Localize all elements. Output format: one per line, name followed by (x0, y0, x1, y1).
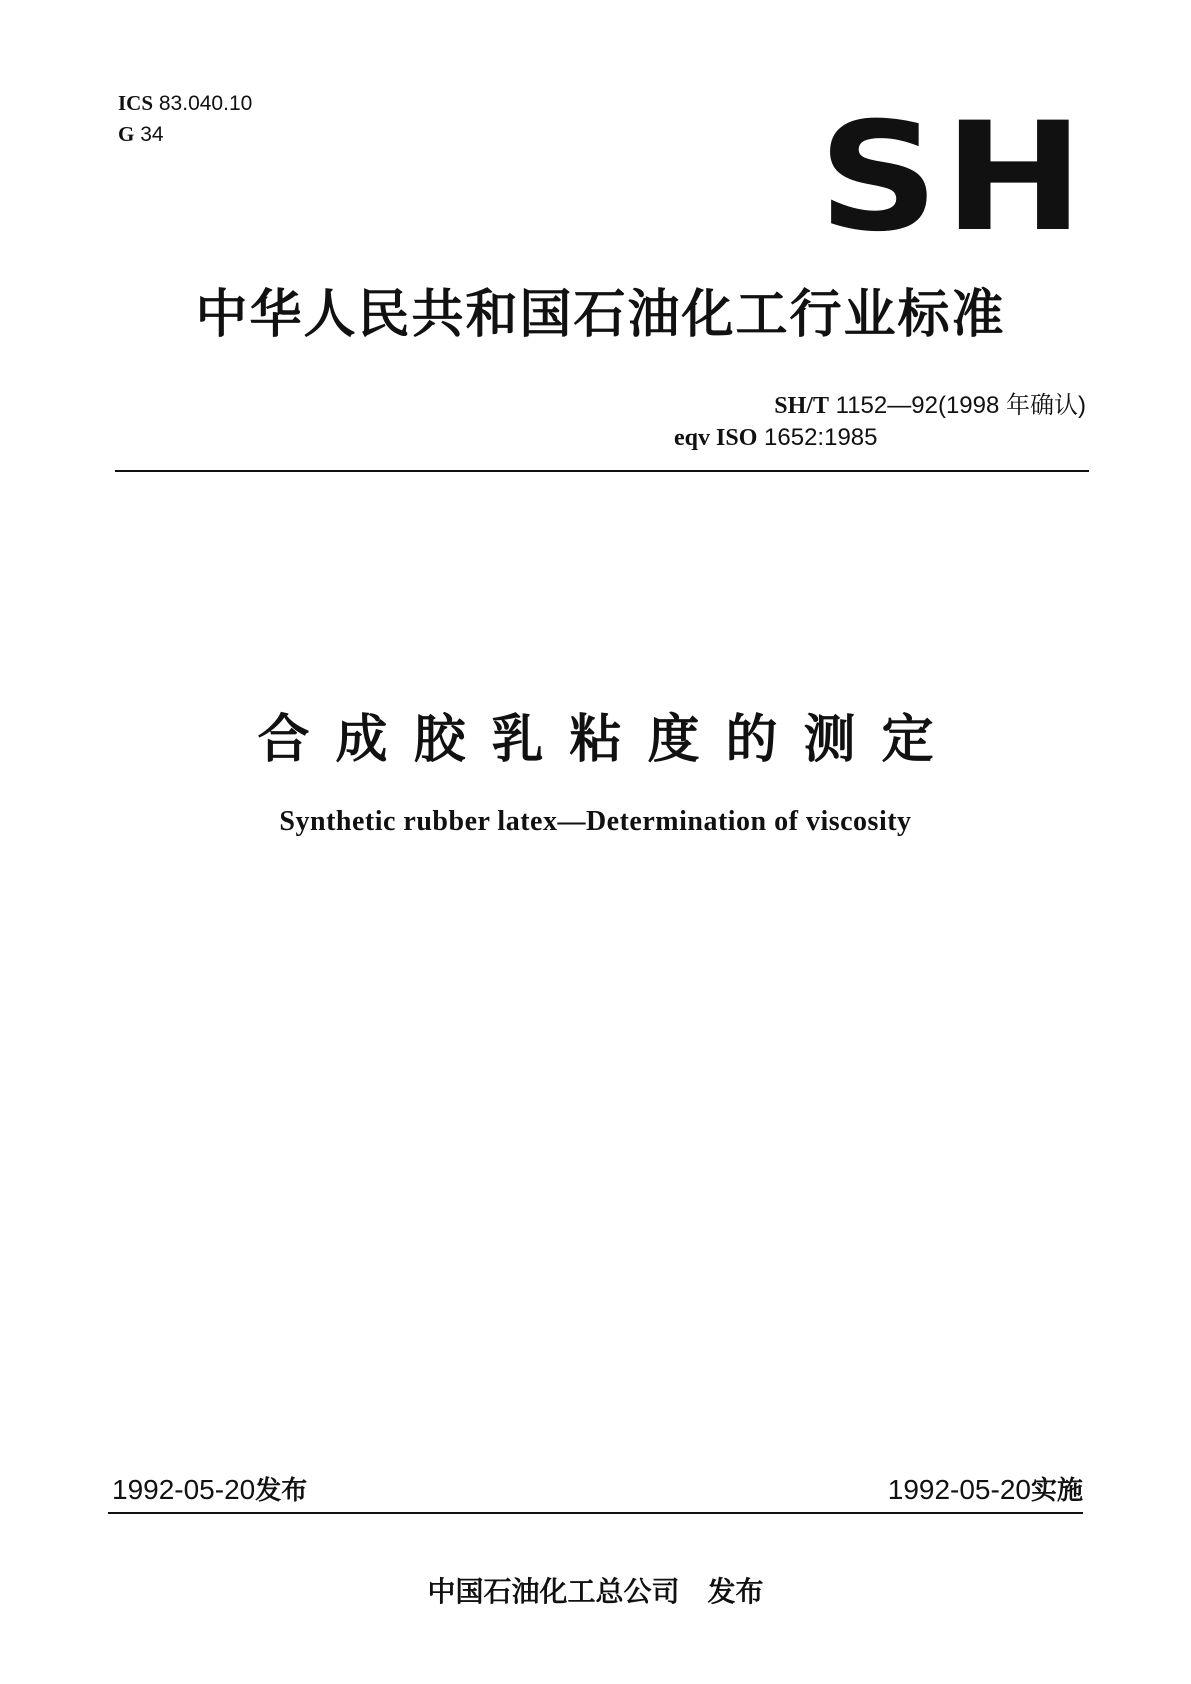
publisher-action: 发布 (707, 1575, 764, 1608)
ics-line (118, 88, 252, 119)
standard-category-title: 中华人民共和国石油化工行业标准 (195, 285, 1006, 345)
footer-divider (108, 1512, 1083, 1514)
document-title-en: Synthetic rubber latex—Determination of viscosity (279, 806, 912, 837)
ccs-line (118, 119, 252, 150)
implement-date-group (888, 1470, 1083, 1507)
classification-codes (118, 88, 252, 150)
sh-logo (818, 91, 1089, 265)
standard-number-line (666, 390, 1086, 422)
issue-label: 发布 (255, 1476, 308, 1506)
publisher-name: 中国石油化工总公司 (427, 1575, 680, 1608)
date-row (112, 1470, 1083, 1510)
ics-prefix: ICS (118, 91, 154, 115)
ccs-code: 34 (140, 123, 164, 146)
equivalence-ref: 1652:1985 (764, 424, 878, 451)
equivalence-prefix: eqv ISO (674, 425, 758, 451)
standard-number-block (666, 390, 1086, 454)
standard-prefix: SH/T (774, 393, 829, 419)
issue-date: 1992-05-20 (112, 1474, 256, 1505)
implement-date: 1992-05-20 (887, 1474, 1031, 1505)
implement-label: 实施 (1030, 1476, 1083, 1506)
ccs-prefix: G (118, 122, 135, 146)
document-title-cn: 合成胶乳粘度的测定 (257, 710, 960, 770)
ics-code: 83.040.10 (158, 92, 253, 115)
publisher-line (0, 1570, 1191, 1610)
standard-number: 1152—92 (835, 392, 938, 419)
header-divider (115, 470, 1089, 472)
issue-date-group (112, 1470, 307, 1507)
equivalence-line (666, 422, 1086, 454)
sh-logo-text: SH (818, 91, 1089, 265)
confirmation-note: (1998 年确认) (937, 392, 1086, 419)
